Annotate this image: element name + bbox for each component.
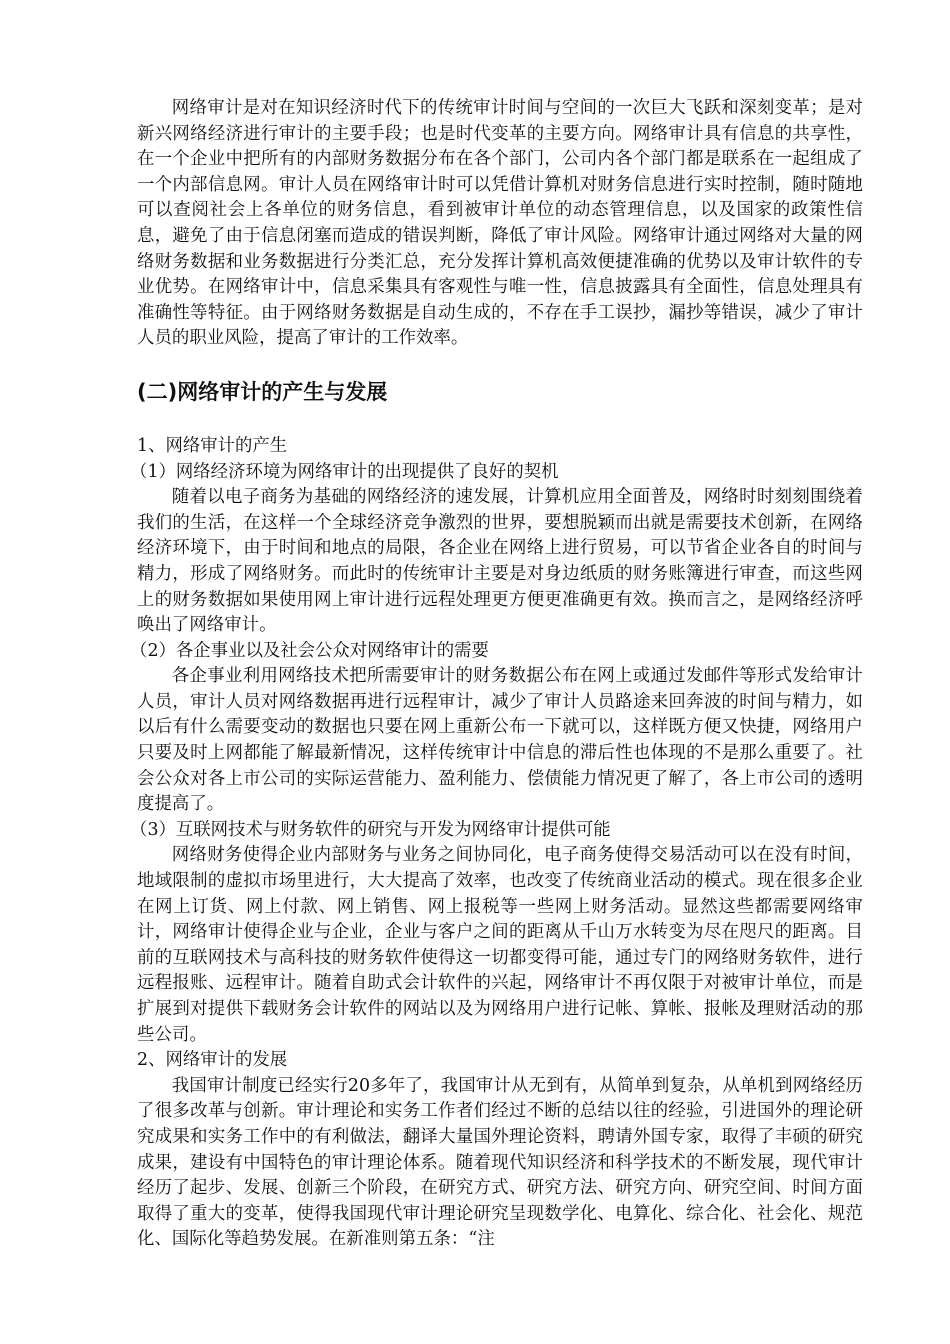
item-1-body: 随着以电子商务为基础的网络经济的速发展，计算机应用全面普及，网络时时刻刻围绕着我们的生活，在这样一个全球经济竞争激烈的世界，要想脱颖而出就是需要技术创新，在网络经济环境下，由于时间和地点的局限，各企业在网络上进行贸易，可以节省企业各自的时间与精力，形成了网络财务。而此时的传统审计主要是对身边纸质的财务账簿进行审查，而这些网上的财务数据如果使用网上审计进行远程处理更方便更准确更有效。换而言之，是网络经济呼唤出了网络审计。 [137,487,863,636]
subsection-2-body: 我国审计制度已经实行20多年了，我国审计从无到有，从简单到复杂，从单机到网络经历了很多改革与创新。审计理论和实务工作者们经过不断的总结以往的经验，引进国外的理论研究成果和实务工作中的有利做法，翻译大量国外理论资料，聘请外国专家，取得了丰硕的研究成果，建设有中国特色的审计理论体系。随着现代知识经济和科学技术的不断发展，现代审计经历了起步、发展、创新三个阶段，在研究方式、研究方法、研究方向、研究空间、时间方面取得了重大的变革，使得我国现代审计理论研究呈现数学化、电算化、综合化、社会化、规范化、国际化等趋势发展。在新准则第五条：“注 [137,1075,863,1250]
item-2-body: 各企事业利用网络技术把所需要审计的财务数据公布在网上或通过发邮件等形式发给审计人员，审计人员对网络数据再进行远程审计，减少了审计人员路途来回奔波的时间与精力，如以后有什么需要变动的数据也只要在网上重新公布一下就可以，这样既方便又快捷，网络用户只要及时上网都能了解最新情况，这样传统审计中信息的滞后性也体现的不是那么重要了。社会公众对各上市公司的实际运营能力、盈利能力、偿债能力情况更了解了，各上市公司的透明度提高了。 [137,666,863,815]
subsection-1-heading: 1、网络审计的产生 [137,435,288,456]
intro-paragraph: 网络审计是对在知识经济时代下的传统审计时间与空间的一次巨大飞跃和深刻变革；是对新兴网络经济进行审计的主要手段；也是时代变革的主要方向。网络审计具有信息的共享性，在一个企业中把所有的内部财务数据分布在各个部门，公司内各个部门都是联系在一起组成了一个内部信息网。审计人员在网络审计时可以凭借计算机对财务信息进行实时控制，随时随地可以查阅社会上各单位的财务信息，看到被审计单位的动态管理信息，以及国家的政策性信息，避免了由于信息闭塞而造成的错误判断，降低了审计风险。网络审计通过网络对大量的网络财务数据和业务数据进行分类汇总，充分发挥计算机高效便捷准确的优势以及审计软件的专业优势。在网络审计中，信息采集具有客观性与唯一性，信息披露具有全面性，信息处理具有准确性等特征。由于网络财务数据是自动生成的，不存在手工误抄，漏抄等错误，减少了审计人员的职业风险，提高了审计的工作效率。 [137,98,863,349]
item-3-body: 网络财务使得企业内部财务与业务之间协同化，电子商务使得交易活动可以在没有时间，地域限制的虚拟市场里进行，大大提高了效率，也改变了传统商业活动的模式。现在很多企业在网上订货、网上付款、网上销售、网上报税等一些网上财务活动。显然这些都需要网络审计，网络审计使得企业与企业，企业与客户之间的距离从千山万水转变为尽在咫尺的距离。目前的互联网技术与高科技的财务软件使得这一切都变得可能，通过专门的网络财务软件，进行远程报账、远程审计。随着自助式会计软件的兴起，网络审计不再仅限于对被审计单位，而是扩展到对提供下载财务会计软件的网站以及为网络用户进行记帐、算帐、报帐及理财活动的那些公司。 [137,845,863,1045]
item-2-heading: （2）各企事业以及社会公众对网络审计的需要 [130,640,489,661]
section-heading: (二)网络审计的产生与发展 [137,379,388,404]
item-1-heading: （1）网络经济环境为网络审计的出现提供了良好的契机 [130,461,559,482]
item-3-heading: （3）互联网技术与财务软件的研究与开发为网络审计提供可能 [130,819,611,840]
document-page [130,96,863,1253]
subsection-2-heading: 2、网络审计的发展 [137,1050,288,1071]
